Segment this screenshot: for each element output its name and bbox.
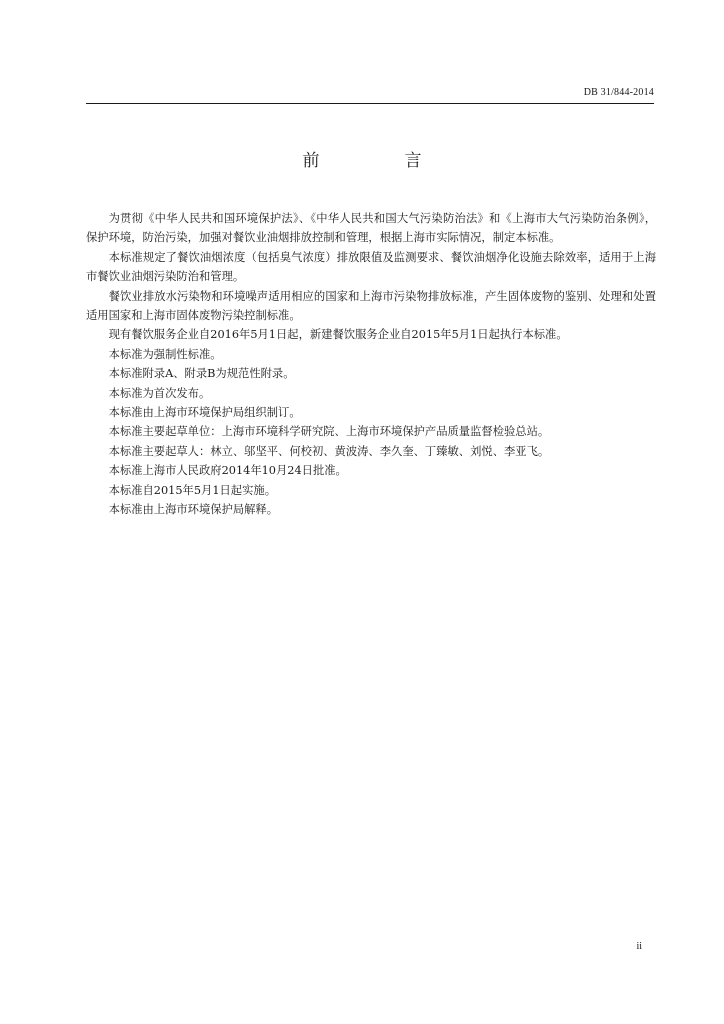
header-divider xyxy=(86,103,654,104)
page-title: 前 言 xyxy=(302,151,456,171)
paragraph-organizer: 本标准由上海市环境保护局组织制订。 xyxy=(108,406,301,420)
page-number: ii xyxy=(636,941,642,952)
paragraph-scope: 本标准规定了餐饮油烟浓度（包括臭气浓度）排放限值及监测要求、餐饮油烟净化设施去除效率，适用于上海市餐饮业油烟污染防治和管理。 xyxy=(86,250,656,284)
paragraph-appendices: 本标准附录A、附录B为规范性附录。 xyxy=(108,367,295,381)
paragraph-mandatory: 本标准为强制性标准。 xyxy=(108,347,222,361)
paragraph-interpretation: 本标准由上海市环境保护局解释。 xyxy=(108,503,279,517)
paragraph-effective-dates: 现有餐饮服务企业自2016年5月1日起，新建餐饮服务企业自2015年5月1日起执行本标准。 xyxy=(108,328,568,342)
paragraph-drafters: 本标准主要起草人：林立、邬坚平、何校初、黄波涛、李久奎、丁臻敏、刘悦、李亚飞。 xyxy=(108,444,550,458)
paragraph-drafting-units: 本标准主要起草单位：上海市环境科学研究院、上海市环境保护产品质量监督检验总站。 xyxy=(108,425,550,439)
paragraph-first-release: 本标准为首次发布。 xyxy=(108,386,211,400)
paragraph-implementation: 本标准自2015年5月1日起实施。 xyxy=(108,483,276,497)
standard-code: DB 31/844-2014 xyxy=(583,87,654,98)
paragraph-purpose: 为贯彻《中华人民共和国环境保护法》、《中华人民共和国大气污染防治法》和《上海市大气污染防治条例》，保护环境，防治污染，加强对餐饮业油烟排放控制和管理，根据上海市实际情况，制定本标准。 xyxy=(86,212,656,245)
paragraph-approval: 本标准上海市人民政府2014年10月24日批准。 xyxy=(108,464,347,478)
document-body xyxy=(86,209,656,520)
paragraph-other-pollutants: 餐饮业排放水污染物和环境噪声适用相应的国家和上海市污染物排放标准，产生固体废物的鉴别、处理和处置适用国家和上海市固体废物污染控制标准。 xyxy=(86,289,656,323)
